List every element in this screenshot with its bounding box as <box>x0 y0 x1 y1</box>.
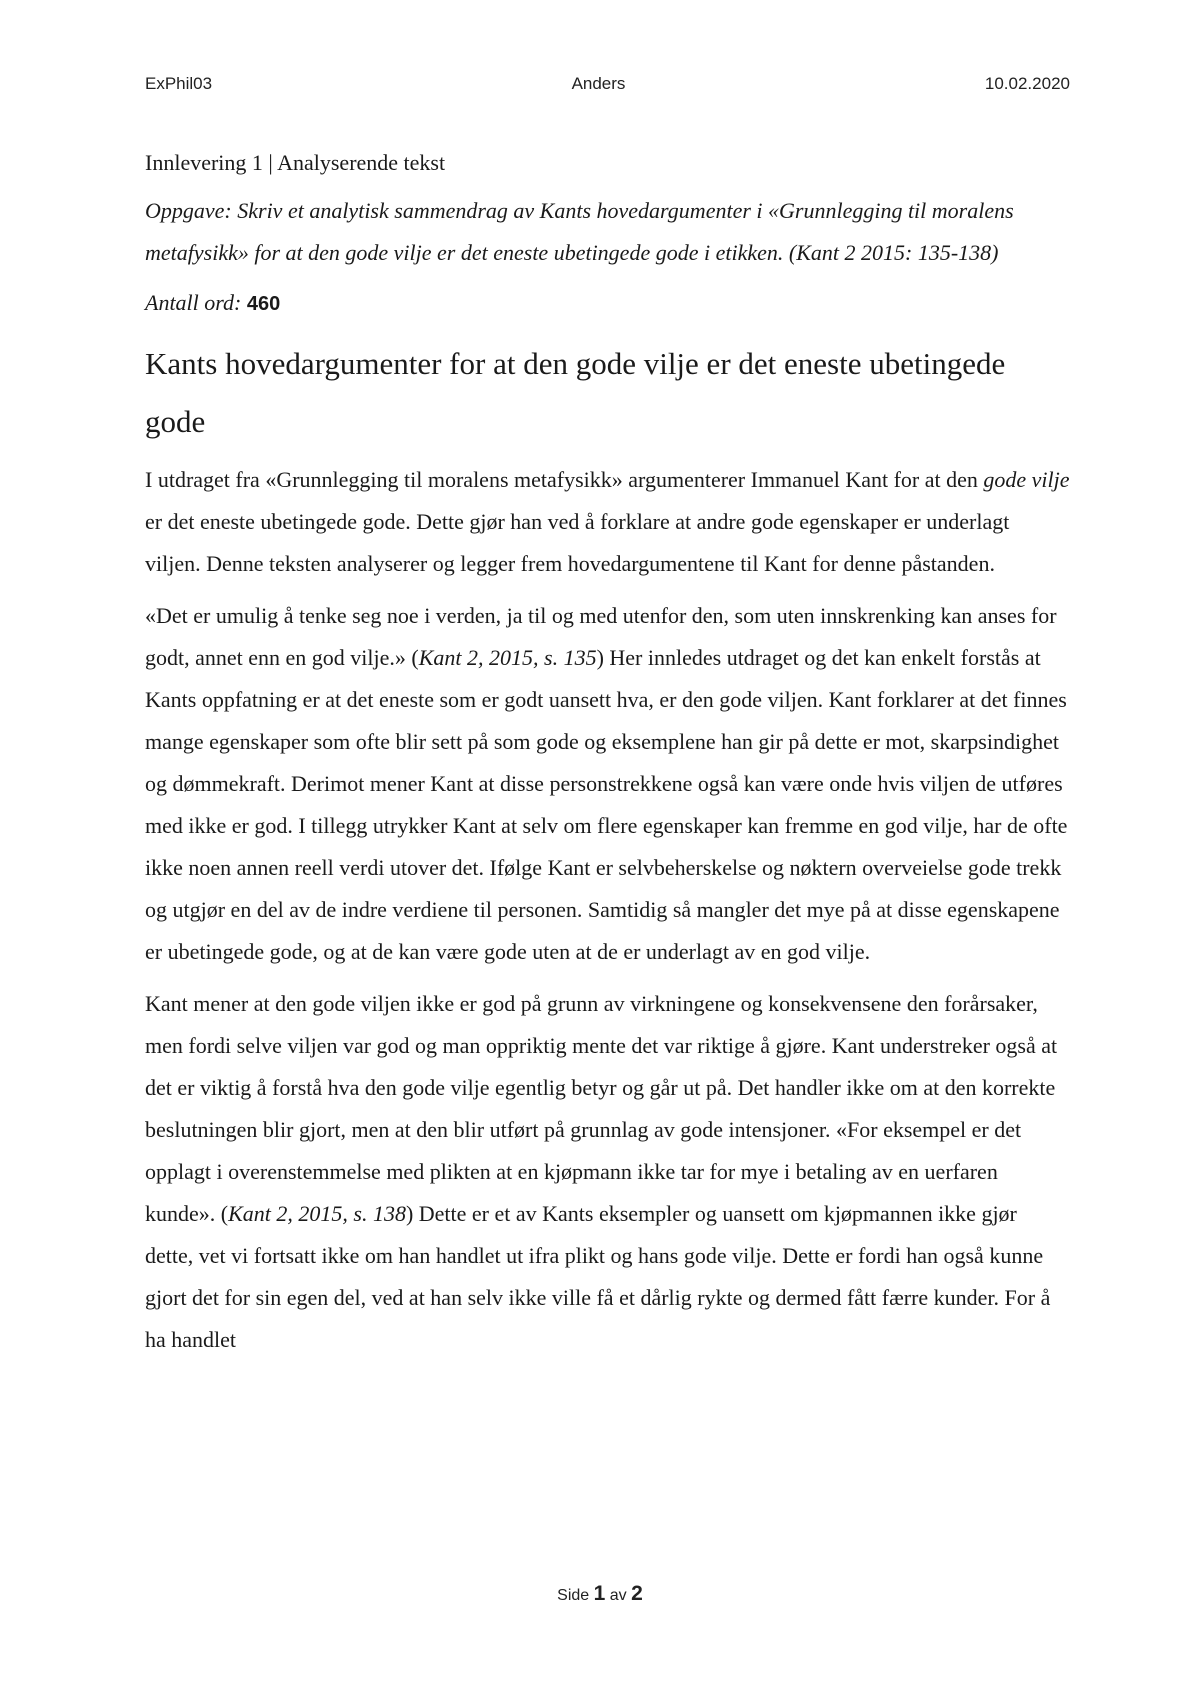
paragraph-1-emphasis: gode vilje <box>983 467 1070 492</box>
paragraph-2-text-c: ) Her innledes utdraget og det kan enkelt forstås at Kants oppfatning er at det eneste som er godt uansett hva, er den gode viljen. Kant forklarer at det finnes mange egenskaper som ofte blir sett på som gode og eksemplene han gir på dette er mot, skarpsindighet og dømmekraft. Derimot mener Kant at disse personstrekkene også kan være onde hvis viljen de utføres med ikke er god. I tillegg utrykker Kant at selv om flere egenskaper kan fremme en god vilje, har de ofte ikke noen annen reell verdi utover det. Ifølge Kant er selvbeherskelse og nøktern overveielse gode trekk og utgjør en del av de indre verdiene til personen. Samtidig så mangler det mye på at disse egenskapene er ubetingede gode, og at de kan være gode uten at de er underlagt av en god vilje. <box>145 645 1068 964</box>
submission-title: Innlevering 1 | Analyserende tekst <box>145 150 446 175</box>
paragraph-3-text-a: Kant mener at den gode viljen ikke er god på grunn av virkningene og konsekvensene den forårsaker, men fordi selve viljen var god og man oppriktig mente det var riktige å gjøre. Kant understreker også at det er viktig å forstå hva den gode vilje egentlig betyr og går ut på. Det handler ikke om at den korrekte beslutningen blir gjort, men at den blir utført på grunnlag av gode intensjoner. «For eksempel er det opplagt i overenstemmelse med plikten at en kjøpmann ikke tar for mye i betaling av en uerfaren kunde». ( <box>145 991 1058 1226</box>
word-count-label: Antall ord: <box>145 290 242 315</box>
word-count <box>145 282 1070 325</box>
paragraph-1 <box>145 459 1070 585</box>
page-header <box>145 74 1070 94</box>
footer-page-total: 2 <box>631 1582 643 1605</box>
paragraph-3-text-c: ) Dette er et av Kants eksempler og uansett om kjøpmannen ikke gjør dette, vet vi fortsatt ikke om han handlet ut ifra plikt og hans gode vilje. Dette er fordi han også kunne gjort det for sin egen del, ved at han selv ikke ville få et dårlig rykte og dermed fått færre kunder. For å ha handlet <box>145 1201 1051 1352</box>
paragraph-1-text-a: I utdraget fra «Grunnlegging til moralens metafysikk» argumenterer Immanuel Kant for at den <box>145 467 984 492</box>
word-count-value: 460 <box>246 293 281 315</box>
paragraph-2 <box>145 595 1070 973</box>
header-course: ExPhil03 <box>145 74 213 93</box>
task-description: Oppgave: Skriv et analytisk sammendrag av Kants hovedargumenter i «Grunnlegging til moralens metafysikk» for at den gode vilje er det eneste ubetingede gode i etikken. (Kant 2 2015: 135-138) <box>145 198 1014 265</box>
page-footer <box>0 1582 1200 1606</box>
footer-of: av <box>609 1587 627 1604</box>
paragraph-2-text-a: «Det er umulig å tenke seg noe i verden, ja til og med utenfor den, som uten innskrenking kan anses for godt, annet enn en god vilje.» ( <box>145 603 1057 670</box>
paragraph-3 <box>145 983 1070 1361</box>
footer-page-number: 1 <box>593 1582 606 1605</box>
essay-heading: Kants hovedargumenter for at den gode vilje er det eneste ubetingede gode <box>145 346 1006 439</box>
header-author: Anders <box>571 74 626 93</box>
paragraph-1-text-c: er det eneste ubetingede gode. Dette gjør han ved å forklare at andre gode egenskaper er underlagt viljen. Denne teksten analyserer og legger frem hovedargumentene til Kant for denne påstanden. <box>145 509 1010 576</box>
document-body <box>145 142 1070 1371</box>
paragraph-2-citation: Kant 2, 2015, s. 135 <box>418 645 597 670</box>
header-date: 10.02.2020 <box>984 74 1070 93</box>
footer-prefix: Side <box>557 1587 590 1604</box>
paragraph-3-citation: Kant 2, 2015, s. 138 <box>228 1201 406 1226</box>
